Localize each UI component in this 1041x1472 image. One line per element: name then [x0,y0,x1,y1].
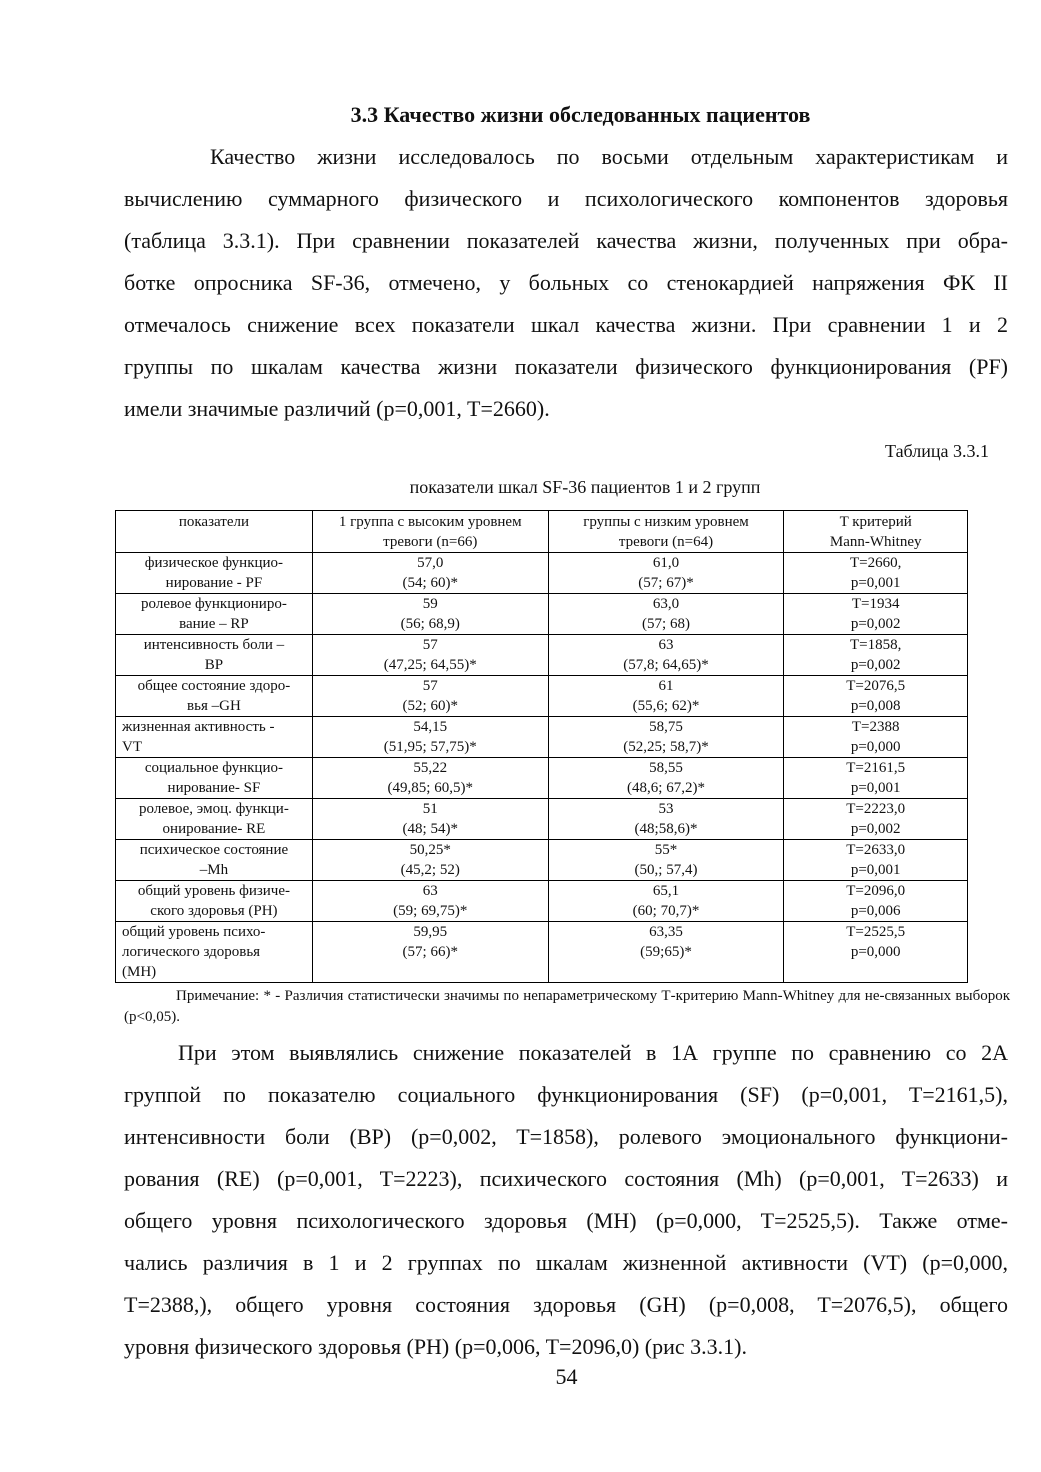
table-row [116,840,968,881]
cell-line: T=2096,0 [846,883,906,899]
cell-line: (56; 68,9) [400,616,460,632]
cell-line: p=0,002 [850,657,901,673]
group1-value [312,922,548,983]
table-row [116,922,968,983]
cell-line: психическое состояние [139,842,289,858]
table-row [116,676,968,717]
paragraph-line: отмечалось снижение всех показатели шкал качества жизни. При сравнении 1 и 2 [124,312,1008,337]
cell-line: 50,25* [409,842,451,858]
cell-line: (55,6; 62)* [632,698,700,714]
paragraph-line: группой по показателю социального функционирования (SF) (p=0,001, T=2161,5), [124,1082,1008,1107]
cell-line: T=2660, [849,555,902,571]
paragraph-line: T=2388,), общего уровня состояния здоровья (GH) (p=0,008, T=2076,5), общего [124,1292,1008,1317]
paragraph-line: рования (RE) (p=0,001, T=2223), психического состояния (Mh) (p=0,001, T=2633) и [124,1166,1008,1191]
cell-line: p=0,000 [850,739,901,755]
paragraph-line: вычислению суммарного физического и психологического компонентов здоровья [124,186,1008,211]
row-label [116,922,313,983]
group2-value [548,840,784,881]
t-criterion-value [784,594,968,635]
cell-line: физическое функцио- [144,555,284,571]
cell-line: (54; 60)* [402,575,458,591]
cell-line: вья –GH [187,698,241,714]
cell-line: 59 [422,596,438,612]
cell-line: логического здоровья [122,944,261,960]
cell-line: T=2388 [851,719,900,735]
group2-value [548,676,784,717]
table-note: Примечание: * - Различия статистически значимы по непараметрическому Т-критерию Mann-Whitney для не-связанных выборок (p<0,05). [124,988,1010,1025]
cell-line: нирование - PF [165,575,263,591]
row-label [116,553,313,594]
table-row [116,758,968,799]
cell-line: (57; 68) [642,616,690,632]
group2-value [548,717,784,758]
cell-line: 57 [422,678,438,694]
cell-line: (50,; 57,4) [634,862,698,878]
group1-value [312,758,548,799]
cell-line: –Mh [199,862,229,878]
paragraph-line: общего уровня психологического здоровья (MH) (p=0,000, T=2525,5). Также отме- [124,1208,1008,1233]
t-criterion-value [784,553,968,594]
header-group2: группы с низким уровнем тревоги (n=64) [548,511,784,553]
cell-line: ролевое, эмоц. функци- [139,801,289,817]
cell-line: вание – RP [179,616,249,632]
paragraph-line: Качество жизни исследовалось по восьми отдельным характеристикам и [210,144,1008,169]
cell-line: p=0,002 [850,821,901,837]
table-number: Таблица 3.3.1 [885,441,989,461]
paragraph-line: интенсивности боли (BP) (p=0,002, T=1858), ролевого эмоционального функциони- [124,1124,1008,1149]
paragraph-intro [124,136,1008,430]
row-label [116,594,313,635]
cell-line: (MH) [122,964,157,980]
cell-line: T=2161,5 [846,760,906,776]
cell-line: (48; 54)* [402,821,458,837]
cell-line: социальное функцио- [144,760,283,776]
paragraph-line: При этом выявлялись снижение показателей в 1А группе по сравнению со 2А [178,1040,1008,1065]
cell-line: 63,0 [652,596,680,612]
cell-line: 54,15 [413,719,448,735]
table-row [116,553,968,594]
cell-line: 51 [422,801,438,817]
cell-line: 58,55 [649,760,683,776]
t-criterion-value [784,717,968,758]
cell-line: (48;58,6)* [634,821,698,837]
t-criterion-value [784,881,968,922]
cell-line: (49,85; 60,5)* [387,780,473,796]
cell-line: T=2223,0 [846,801,906,817]
cell-line: общий уровень физиче- [137,883,290,899]
row-label [116,758,313,799]
group2-value [548,594,784,635]
header-group1: 1 группа с высоким уровнем тревоги (n=66) [312,511,548,553]
cell-line: (47,25; 64,55)* [383,657,477,673]
cell-line: онирование- RE [162,821,266,837]
cell-line: (51,95; 57,75)* [383,739,477,755]
t-criterion-value [784,676,968,717]
group1-value [312,676,548,717]
t-criterion-value [784,922,968,983]
cell-line: 65,1 [652,883,680,899]
row-label [116,635,313,676]
cell-line: p=0,001 [850,780,901,796]
group1-value [312,881,548,922]
cell-line: 61 [658,678,674,694]
cell-line: ского здоровья (PH) [150,903,278,919]
cell-line: VT [122,739,142,755]
paragraph-line: (таблица 3.3.1). При сравнении показателей качества жизни, полученных при обра- [124,228,1008,253]
cell-line: (45,2; 52) [400,862,460,878]
group2-value [548,799,784,840]
group2-value [548,881,784,922]
table-header-row [116,511,968,553]
group1-value [312,717,548,758]
cell-line: 58,75 [649,719,683,735]
cell-line: (52,25; 58,7)* [623,739,709,755]
group1-value [312,799,548,840]
table-row [116,881,968,922]
table-row [116,717,968,758]
cell-line: 55,22 [413,760,448,776]
cell-line: p=0,002 [850,616,901,632]
cell-line: 63,35 [649,924,683,940]
cell-line: p=0,001 [850,575,901,591]
cell-line: 57,0 [417,555,444,571]
table-row [116,635,968,676]
t-criterion-value [784,635,968,676]
t-criterion-value [784,799,968,840]
group2-value [548,553,784,594]
group2-value [548,635,784,676]
group1-value [312,635,548,676]
cell-line: (57,8; 64,65)* [623,657,709,673]
cell-line: (52; 60)* [402,698,458,714]
cell-line: (60; 70,7)* [632,903,700,919]
paragraph-line: имели значимые различий (p=0,001, T=2660). [124,396,550,421]
cell-line: жизненная активность - [122,719,275,735]
cell-line: T=2633,0 [846,842,906,858]
cell-line: p=0,008 [850,698,901,714]
cell-line: 63 [422,883,438,899]
cell-line: (59;65)* [640,944,692,960]
cell-line: общий уровень психо- [122,924,266,940]
cell-line: интенсивность боли – [143,637,285,653]
cell-line: 59,95 [413,924,448,940]
cell-line: 61,0 [652,555,680,571]
row-label [116,881,313,922]
header-t-criterion: T критерий Mann-Whitney [784,511,968,553]
cell-line: BP [204,657,224,673]
cell-line: p=0,006 [850,903,901,919]
sf36-table [115,510,968,983]
cell-line: (57; 66)* [402,944,458,960]
group1-value [312,594,548,635]
cell-line: 57 [422,637,438,653]
cell-line: (59; 69,75)* [393,903,468,919]
header-indicator: показатели [116,511,313,553]
paragraph-line: группы по шкалам качества жизни показатели физического функционирования (PF) [124,354,1008,379]
section-heading: 3.3 Качество жизни обследованных пациентов [350,102,811,127]
page-number: 54 [555,1364,578,1389]
group2-value [548,922,784,983]
cell-line: 63 [658,637,674,653]
table-row [116,799,968,840]
cell-line: T=2076,5 [846,678,906,694]
paragraph-line: чались различия в 1 и 2 группах по шкалам жизненной активности (VT) (p=0,000, [124,1250,1008,1275]
t-criterion-value [784,840,968,881]
table-caption: показатели шкал SF-36 пациентов 1 и 2 групп [409,477,761,497]
cell-line: p=0,000 [850,944,901,960]
row-label [116,717,313,758]
row-label [116,676,313,717]
cell-line: (48,6; 67,2)* [627,780,705,796]
cell-line: p=0,001 [850,862,901,878]
cell-line: T=2525,5 [846,924,906,940]
paragraph-line: уровня физического здоровья (PH) (p=0,006, T=2096,0) (рис 3.3.1). [124,1334,747,1359]
cell-line: нирование- SF [167,780,261,796]
cell-line: 53 [658,801,674,817]
group1-value [312,840,548,881]
group2-value [548,758,784,799]
table-row [116,594,968,635]
paragraph-line: ботке опросника SF-36, отмечено, у больных со стенокардией напряжения ФК II [124,270,1008,295]
group1-value [312,553,548,594]
row-label [116,840,313,881]
cell-line: T=1934 [851,596,900,612]
cell-line: общее состояние здоро- [137,678,291,694]
paragraph-findings [124,1032,1008,1368]
row-label [116,799,313,840]
cell-line: (57; 67)* [638,575,694,591]
cell-line: ролевое функциониро- [141,596,287,612]
t-criterion-value [784,758,968,799]
cell-line: T=1858, [849,637,902,653]
cell-line: 55* [654,842,678,858]
